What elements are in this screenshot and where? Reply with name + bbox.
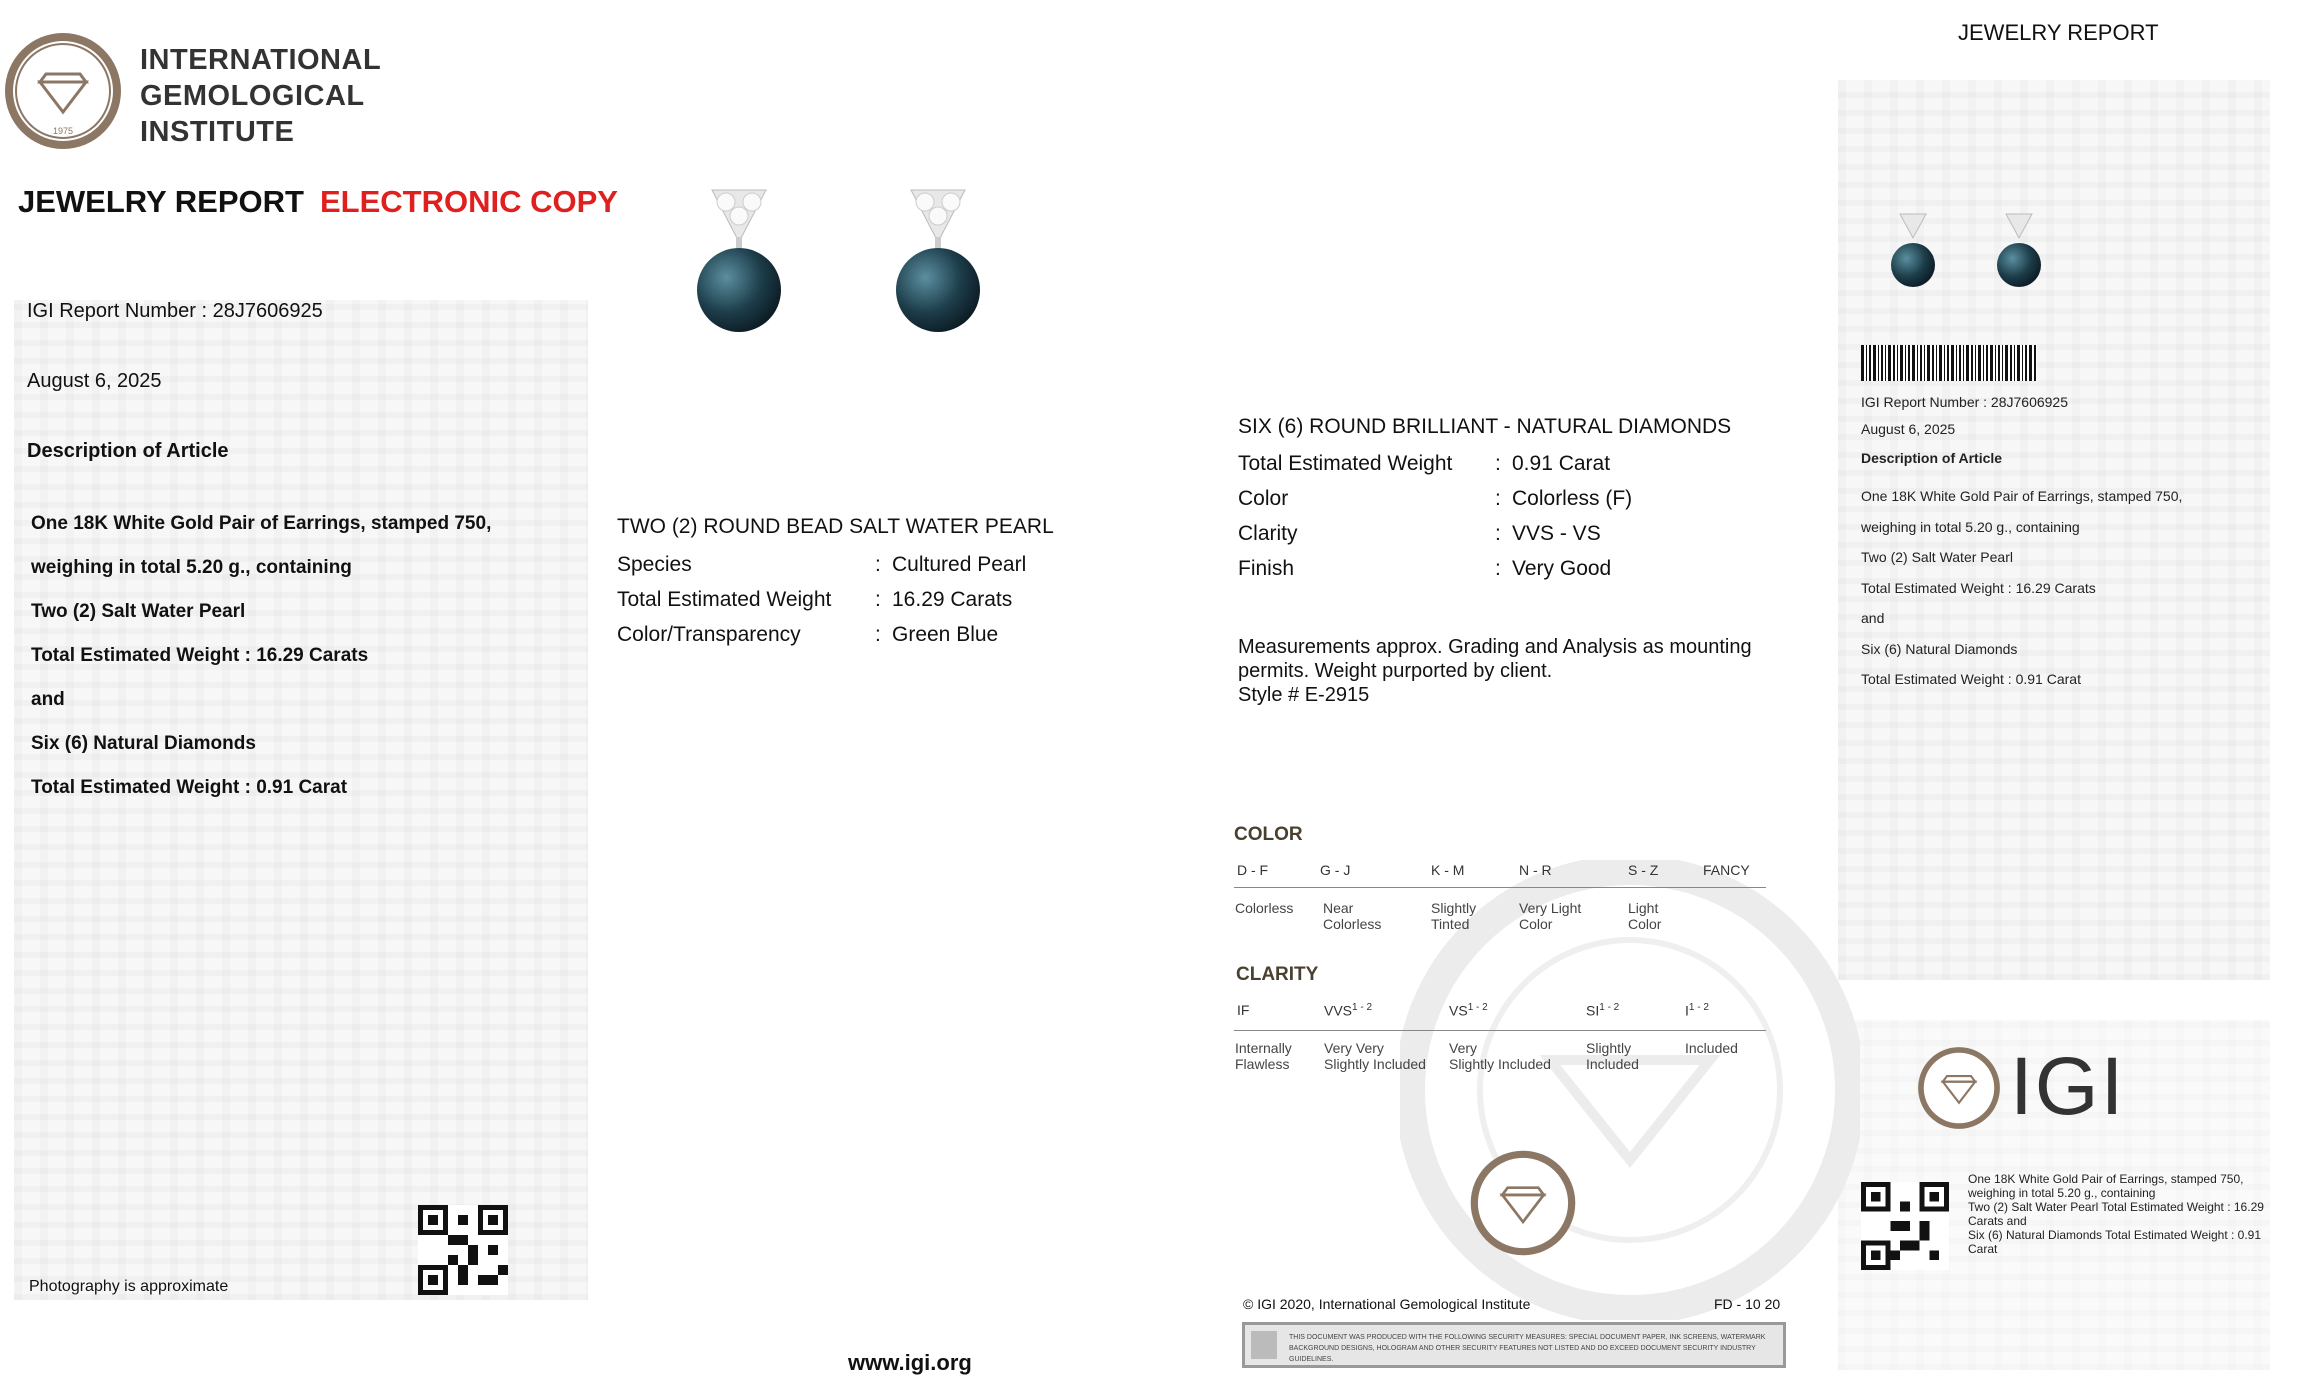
right-desc-heading: Description of Article xyxy=(1861,450,2003,466)
earring-photo-right xyxy=(883,182,993,342)
desc-heading: Description of Article xyxy=(27,440,229,462)
diamond-clarity-value: VVS - VS xyxy=(1512,522,1601,545)
security-strip xyxy=(1242,1322,1786,1368)
diamond-weight-value: 0.91 Carat xyxy=(1512,452,1611,475)
desc-line: Total Estimated Weight : 16.29 Carats xyxy=(31,645,369,666)
diamond-color-value: Colorless (F) xyxy=(1512,487,1633,510)
qr-code-icon xyxy=(418,1205,508,1295)
logo-line3: INSTITUTE xyxy=(140,116,295,148)
report-title: JEWELRY REPORT xyxy=(18,184,304,219)
diamond-heading: SIX (6) ROUND BRILLIANT - NATURAL DIAMONDS xyxy=(1238,415,1732,438)
pearl-species-label: Species xyxy=(617,553,692,576)
igi-wordmark: IGI xyxy=(2010,1041,2126,1132)
logo-line1: INTERNATIONAL xyxy=(140,44,382,76)
desc-line: Two (2) Salt Water Pearl xyxy=(31,601,246,622)
right-date: August 6, 2025 xyxy=(1861,421,1956,437)
top-right-title: JEWELRY REPORT xyxy=(1958,20,2159,45)
measurement-notes xyxy=(1238,635,1752,707)
desc-line: weighing in total 5.20 g., containing xyxy=(31,557,352,578)
copyright: © IGI 2020, International Gemological Institute xyxy=(1243,1296,1531,1312)
color-grade: G - J xyxy=(1320,862,1351,878)
color-grade: N - R xyxy=(1519,862,1552,878)
note-line: Style # E-2915 xyxy=(1238,684,1370,706)
right-report-number: IGI Report Number : 28J7606925 xyxy=(1861,394,2069,410)
photo-note: Photography is approximate xyxy=(29,1278,229,1295)
color-grade: K - M xyxy=(1431,862,1465,878)
pearl-color-value: Green Blue xyxy=(892,623,999,646)
diamond-clarity-label: Clarity xyxy=(1238,522,1298,545)
note-line: permits. Weight purported by client. xyxy=(1238,660,1553,682)
desc-line: One 18K White Gold Pair of Earrings, stamped 750, xyxy=(31,513,492,534)
security-text: THIS DOCUMENT WAS PRODUCED WITH THE FOLLOWING SECURITY MEASURES: SPECIAL DOCUMENT PAPER, INK SCREENS, WATERMARK BACKGROUND DESIGNS, HOLOGRAM AND OTHER SECURITY FEATURES NOT LISTED AND DO EXCEED DOCUMENT SECURITY INDUSTRY GUIDELINES. xyxy=(1289,1334,1766,1363)
pearl-heading: TWO (2) ROUND BEAD SALT WATER PEARL xyxy=(617,515,1054,538)
pearl-color-label: Color/Transparency xyxy=(617,623,801,646)
clarity-scale-line xyxy=(1234,1030,1766,1031)
report-date: August 6, 2025 xyxy=(27,370,162,392)
earring-photo-left xyxy=(684,182,794,342)
form-number: FD - 10 20 xyxy=(1714,1296,1781,1312)
barcode-icon xyxy=(1861,345,2037,381)
color-grade: D - F xyxy=(1237,862,1269,878)
qr-code-small-icon xyxy=(1861,1182,1949,1270)
desc-line: and xyxy=(31,689,65,710)
right-description: One 18K White Gold Pair of Earrings, stamped 750, weighing in total 5.20 g., containing Two (2) Salt Water Pearl Total Estimated Weight : 16.29 Carats and Six (6) Natural Diamonds Total Estimated Weight : 0.91 Carat xyxy=(1861,488,2183,687)
qr-summary-text: One 18K White Gold Pair of Earrings, stamped 750, weighing in total 5.20 g., containing Two (2) Salt Water Pearl Total Estimated Weight : 16.29 Carats and Six (6) Natural Diamonds Total Estimated Weight : 0.91 Carat xyxy=(1968,1172,2264,1256)
diamond-finish-value: Very Good xyxy=(1512,557,1612,580)
igi-seal-icon xyxy=(2,30,124,152)
earrings-thumbnail xyxy=(1888,210,2058,290)
website-link[interactable]: www.igi.org xyxy=(848,1350,972,1375)
igi-seal-stamp-icon xyxy=(1468,1148,1578,1258)
clarity-scale-title: CLARITY xyxy=(1236,964,1319,985)
igi-seal-small-icon xyxy=(1916,1045,2002,1131)
diamond-color-label: Color xyxy=(1238,487,1289,510)
seal-year: 1975 xyxy=(52,126,74,136)
color-scale-title: COLOR xyxy=(1234,824,1303,845)
pearl-species-value: Cultured Pearl xyxy=(892,553,1027,576)
color-scale-line xyxy=(1234,887,1766,888)
desc-line: Six (6) Natural Diamonds xyxy=(31,733,256,754)
pearl-weight-label: Total Estimated Weight xyxy=(617,588,832,611)
desc-line: Total Estimated Weight : 0.91 Carat xyxy=(31,777,348,798)
report-number: IGI Report Number : 28J7606925 xyxy=(27,300,323,322)
diamond-weight-label: Total Estimated Weight xyxy=(1238,452,1453,475)
lock-icon xyxy=(1251,1331,1277,1359)
diamond-finish-label: Finish xyxy=(1238,557,1295,580)
description-block xyxy=(31,502,491,810)
note-line: Measurements approx. Grading and Analysis as mounting xyxy=(1238,636,1752,658)
electronic-copy-label: ELECTRONIC COPY xyxy=(320,184,618,219)
color-grade: S - Z xyxy=(1628,862,1659,878)
pearl-weight-value: 16.29 Carats xyxy=(892,588,1013,611)
color-grade: FANCY xyxy=(1703,862,1750,878)
logo-line2: GEMOLOGICAL xyxy=(140,80,365,112)
